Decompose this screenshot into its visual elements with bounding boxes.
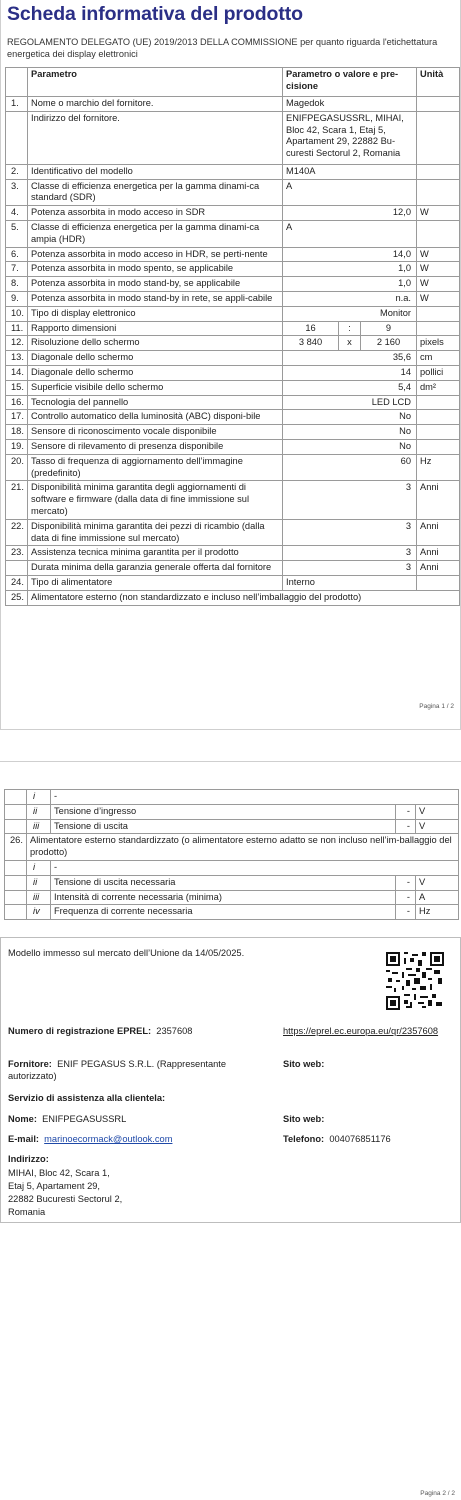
address-line: MIHAI, Bloc 42, Scara 1, (8, 1168, 110, 1178)
table-row: 19. Sensore di rilevamento di presenza disponibile No (6, 439, 460, 454)
table-row: 2. Identificativo del modello M140A (6, 164, 460, 179)
eprel-number: 2357608 (156, 1026, 193, 1036)
table-row: 10. Tipo di display elettronico Monitor (6, 306, 460, 321)
address-label: Indirizzo: (8, 1154, 49, 1164)
phone-label: Telefono: (283, 1134, 325, 1144)
table-row: 1. Nome o marchio del fornitore. Magedok (6, 97, 460, 112)
table-row: 12. Risoluzione dello schermo 3 840 x 2 160 pixels (6, 336, 460, 351)
page-title: Scheda informativa del prodotto (7, 3, 303, 25)
page-number: Pagina 1 / 2 (419, 703, 454, 710)
email-label: E-mail: (8, 1134, 39, 1144)
regulation-subtitle: REGOLAMENTO DELEGATO (UE) 2019/2013 DELLA COMMISSIONE per quanto riguarda l'etichettatura energetica dei display elettronici (7, 37, 438, 59)
header-value: Parametro o valore e pre-cisione (283, 68, 417, 97)
table-row: 7. Potenza assorbita in modo spento, se applicabile 1,0 W (6, 262, 460, 277)
product-info-table (5, 67, 460, 606)
table-row: iv Frequenza di corrente necessaria - Hz (5, 905, 459, 920)
supplier-info-box (0, 937, 461, 1223)
table-row: 15. Superficie visibile dello schermo 5,4 dm² (6, 380, 460, 395)
customer-service-label: Servizio di assistenza alla clientela: (8, 1093, 166, 1103)
website-label-2: Sito web: (283, 1114, 325, 1124)
eprel-label: Numero di registrazione EPREL: (8, 1026, 152, 1036)
header-param: Parametro (28, 68, 283, 97)
website-label: Sito web: (283, 1059, 325, 1069)
table-row: 24. Tipo di alimentatore Interno (6, 575, 460, 590)
table-row: 14. Diagonale dello schermo 14 pollici (6, 365, 460, 380)
address-line: Etaj 5, Apartament 29, (8, 1181, 100, 1191)
table-row: i - (5, 860, 459, 875)
header-unit: Unità (417, 68, 460, 97)
qr-code-icon[interactable] (386, 952, 444, 1010)
power-supply-table (4, 789, 459, 920)
table-row: ii Tensione d’ingresso - V (5, 804, 459, 819)
table-row: iii Tensione di uscita - V (5, 819, 459, 834)
eprel-link[interactable]: https://eprel.ec.europa.eu/qr/2357608 (283, 1026, 439, 1036)
table-row: 3. Classe di efficienza energetica per la gamma dinami-ca standard (SDR) A (6, 179, 460, 206)
page-number-2: Pagina 2 / 2 (420, 1490, 455, 1497)
table-row: 13. Diagonale dello schermo 35,6 cm (6, 351, 460, 366)
supplier-label: Fornitore: (8, 1059, 52, 1069)
table-row: 5. Classe di efficienza energetica per la gamma dinami-ca ampia (HDR) A (6, 220, 460, 247)
table-row: Durata minima della garanzia generale offerta dal fornitore 3 Anni (6, 561, 460, 576)
address-line: 22882 Bucuresti Sectorul 2, (8, 1194, 123, 1204)
page-2-top-edge (0, 761, 461, 762)
table-row: 4. Potenza assorbita in modo acceso in SDR 12,0 W (6, 206, 460, 221)
table-row: 8. Potenza assorbita in modo stand-by, se applicabile 1,0 W (6, 277, 460, 292)
table-row: 11. Rapporto dimensioni 16 : 9 (6, 321, 460, 336)
email-link[interactable]: marinoecormack@outlook.com (44, 1134, 173, 1144)
table-row: 26. Alimentatore esterno standardizzato (o alimentatore esterno adatto se non incluso nell’im-ballaggio del prodotto) (5, 834, 459, 861)
phone-value: 004076851176 (329, 1134, 391, 1144)
page-1 (0, 0, 461, 730)
address-line: Romania (8, 1207, 46, 1217)
table-row: iii Intensità di corrente necessaria (minima) - A (5, 890, 459, 905)
table-row: ii Tensione di uscita necessaria - V (5, 875, 459, 890)
supplier-value: ENIF PEGASUS S.R.L. (Rappresentante autorizzato) (8, 1059, 227, 1081)
table-row: 25. Alimentatore esterno (non standardizzato e incluso nell’imballaggio del prodotto) (6, 590, 460, 605)
table-row: Indirizzo del fornitore. ENIFPEGASUSSRL, MIHAI, Bloc 42, Scara 1, Etaj 5, Apartament 29, 22882 Bu-curesti Sectorul 2, Romania (6, 111, 460, 164)
table-row: 22. Disponibilità minima garantita dei pezzi di ricambio (dalla data di fine immissione sul mercato) 3 Anni (6, 519, 460, 546)
market-date: Modello immesso sul mercato dell’Unione da 14/05/2025. (8, 948, 245, 958)
name-value: ENIFPEGASUSSRL (42, 1114, 127, 1124)
table-row: 17. Controllo automatico della luminosità (ABC) disponi-bile No (6, 410, 460, 425)
name-label: Nome: (8, 1114, 37, 1124)
table-row: 6. Potenza assorbita in modo acceso in HDR, se perti-nente 14,0 W (6, 247, 460, 262)
table-row: 20. Tasso di frequenza di aggiornamento dell’immagine (predefinito) 60 Hz (6, 454, 460, 481)
table-row: 9. Potenza assorbita in modo stand-by in rete, se appli-cabile n.a. W (6, 291, 460, 306)
table-row: 23. Assistenza tecnica minima garantita per il prodotto 3 Anni (6, 546, 460, 561)
table-row: 21. Disponibilità minima garantita degli aggiornamenti di software e firmware (dalla data di fine immissione sul mercato) 3 Anni (6, 481, 460, 519)
table-header-row (6, 68, 460, 97)
table-row: 18. Sensore di riconoscimento vocale disponibile No (6, 425, 460, 440)
table-row: i - (5, 790, 459, 805)
table-row: 16. Tecnologia del pannello LED LCD (6, 395, 460, 410)
